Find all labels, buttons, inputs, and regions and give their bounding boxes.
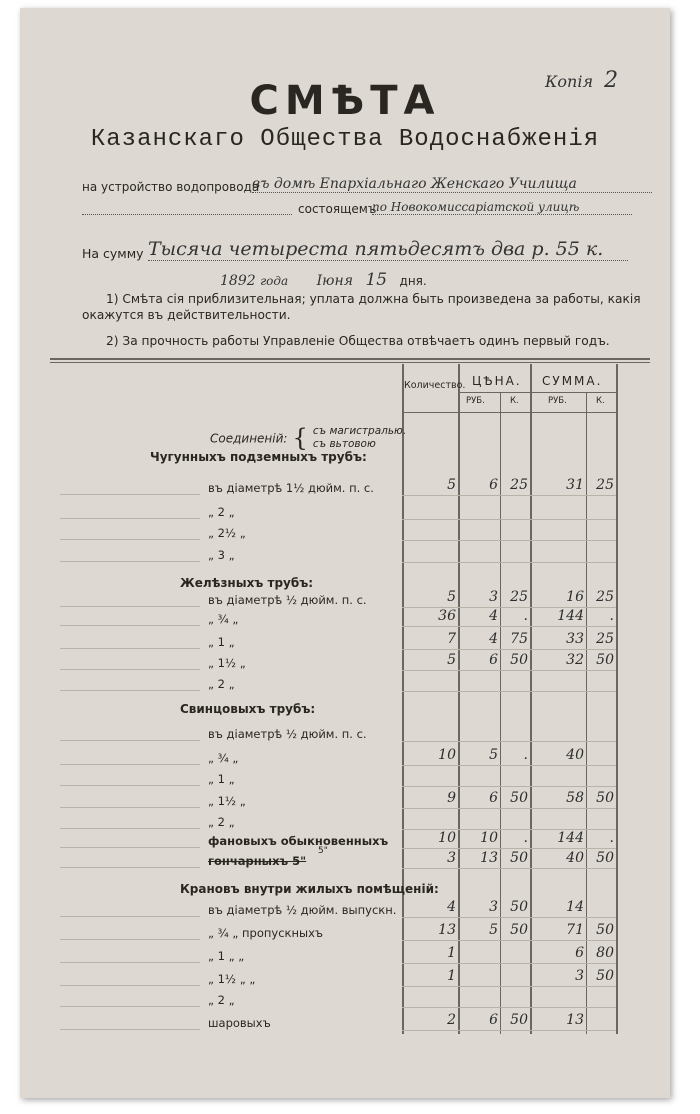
row-label: „ 2½ „ [208,526,246,540]
day-label: дня. [399,274,427,288]
price-rub-header: РУБ. [466,396,485,406]
located-value: по Новокомиссаріатской улицѣ [372,200,632,215]
row-leader-line [60,648,200,649]
date-month: Іюня [316,273,353,289]
year-label: года [260,274,289,288]
year-prefix: 18 [220,273,238,289]
row-sub-note: 5" [318,846,328,856]
row-leader-line [60,539,200,540]
row-leader-line [60,494,200,495]
cell-price-k: 50 [510,1012,528,1028]
row-rule [402,540,616,541]
row-leader-line [60,518,200,519]
cell-qty: 13 [438,922,456,938]
sum-value: Тысяча четыреста пятьдесятъ два р. 55 к. [148,238,628,261]
row-label: „ 2 „ [208,815,235,829]
col-price-header: ЦѢНА. [472,374,522,388]
row-rule [402,649,616,650]
row-rule [402,786,616,787]
row-leader-line [60,939,200,940]
row-rule [402,808,616,809]
row-label: въ діаметрѣ ½ дюйм. п. с. [208,593,367,607]
cell-sum-k: 50 [596,968,614,984]
row-leader-line [60,764,200,765]
row-label: шаровыхъ [208,1016,271,1030]
conn-main: съ магистралью. [312,425,407,437]
cell-price-k: 50 [510,790,528,806]
cell-sum-k: 80 [596,945,614,961]
row-leader-line [60,985,200,986]
row-leader-line [60,1006,200,1007]
row-label: гончарныхъ 5" [208,854,307,868]
cell-qty: 1 [447,968,456,984]
row-label: „ ¾ „ [208,612,239,626]
cell-sum-r: 144 [557,830,584,846]
date-line [220,270,427,290]
document-title: СМѢТА [249,78,441,124]
cell-qty: 2 [447,1012,456,1028]
cell-price-k: 50 [510,652,528,668]
cell-sum-r: 31 [566,477,584,493]
col-sum-header: СУММА. [542,374,603,388]
cell-sum-r: 40 [566,747,584,763]
row-label: „ 2 „ [208,677,235,691]
cell-price-k: 25 [510,477,528,493]
row-label: „ 1 „ [208,772,235,786]
note-1b: окажутся въ действительности. [82,308,291,322]
row-label: „ ¾ „ пропускныхъ [208,926,324,940]
row-leader-line [60,740,200,741]
cell-price-r: 5 [489,747,498,763]
row-rule [402,691,616,692]
row-leader-line [60,690,200,691]
cell-price-k: 75 [510,631,528,647]
cell-price-r: 5 [489,922,498,938]
row-leader-line [60,847,200,848]
cell-qty: 5 [447,652,456,668]
price-k-header: К. [510,396,519,406]
row-rule [402,848,616,849]
document-subtitle: Казанскаго Общества Водоснабженія [90,126,600,153]
cell-qty: 4 [447,899,456,915]
cell-sum-r: 6 [575,945,584,961]
row-label: „ 2 „ [208,505,235,519]
cell-qty: 9 [447,790,456,806]
purpose-label: на устройство водопровода [82,180,260,194]
cell-price-r: 6 [489,652,498,668]
table-top-rule-2 [50,362,650,363]
row-leader-line [60,962,200,963]
row-leader-line [60,785,200,786]
cell-price-r: 6 [489,477,498,493]
cell-qty: 10 [438,830,456,846]
cell-sum-r: 13 [566,1012,584,1028]
corner-note-text: Копія [545,72,594,91]
cell-qty: 5 [447,589,456,605]
cell-price-k: 25 [510,589,528,605]
cell-price-k: 50 [510,899,528,915]
connections-brace: { [292,424,308,452]
row-leader-line [60,807,200,808]
row-rule [402,495,616,496]
section-label: Крановъ внутри жилыхъ помѣщеній: [180,882,439,896]
cell-qty: 3 [447,850,456,866]
row-label: „ 1 „ [208,635,235,649]
col-qty-header: Количество. [404,380,466,391]
corner-note-number: 2 [604,68,619,93]
row-rule [402,1030,616,1031]
row-leader-line [60,669,200,670]
row-label: „ 2 „ [208,993,235,1007]
row-rule [402,986,616,987]
row-rule [402,868,616,869]
cell-qty: 5 [447,477,456,493]
row-leader-line [60,606,200,607]
cell-sum-k: 50 [596,922,614,938]
section-label: Желѣзныхъ трубъ: [180,576,314,590]
cell-sum-r: 33 [566,631,584,647]
row-rule [402,963,616,964]
row-label: въ діаметрѣ ½ дюйм. выпускн. [208,903,397,917]
cell-sum-r: 58 [566,790,584,806]
cell-sum-k: 50 [596,652,614,668]
row-leader-line [60,625,200,626]
connections-row [210,424,406,452]
row-rule [402,741,616,742]
located-label: состоящемъ [298,202,377,216]
row-leader-line [60,828,200,829]
cell-price-r: 3 [489,899,498,915]
row-label: фановыхъ обыкновенныхъ [208,834,389,848]
cell-price-k: . [523,747,528,763]
row-rule [402,917,616,918]
purpose-value: въ домѣ Епархіальнаго Женскаго Училища [252,176,652,193]
cell-price-r: 10 [480,830,498,846]
cell-sum-r: 144 [557,608,584,624]
row-leader-line [60,867,200,868]
document-sheet [20,8,670,1098]
section-label: Чугунныхъ подземныхъ трубъ: [150,450,367,464]
row-label: въ діаметрѣ ½ дюйм. п. с. [208,727,367,741]
cell-price-r: 6 [489,790,498,806]
row-rule [402,670,616,671]
table-top-rule [50,358,650,360]
cell-sum-r: 14 [566,899,584,915]
row-rule [402,562,616,563]
cell-sum-k: 50 [596,790,614,806]
cell-price-r: 13 [480,850,498,866]
row-label: „ 1½ „ [208,794,246,808]
row-label: „ 3 „ [208,548,235,562]
cell-price-k: 50 [510,850,528,866]
cell-sum-r: 71 [566,922,584,938]
row-label: въ діаметрѣ 1½ дюйм. п. с. [208,481,374,495]
sum-label: На сумму [82,246,144,261]
section-label: Свинцовыхъ трубъ: [180,702,316,716]
sum-rub-header: РУБ. [548,396,567,406]
cell-sum-k: 25 [596,589,614,605]
col-divider-sum-k [586,392,587,1034]
cell-qty: 7 [447,631,456,647]
connections-label: Соединеній: [210,431,288,446]
cell-sum-k: 50 [596,850,614,866]
row-label: „ 1½ „ „ [208,972,256,986]
cell-sum-r: 32 [566,652,584,668]
row-rule [402,1007,616,1008]
col-divider-end [616,364,618,1034]
cell-sum-r: 3 [575,968,584,984]
row-rule [402,765,616,766]
header-bottom-rule [402,412,616,413]
cell-price-k: . [523,830,528,846]
row-rule [402,519,616,520]
cell-sum-r: 40 [566,850,584,866]
cell-sum-k: 25 [596,631,614,647]
cell-qty: 36 [438,608,456,624]
cell-sum-k: 25 [596,477,614,493]
cell-price-k: 50 [510,922,528,938]
note-1a: 1) Смѣта сія приблизительная; уплата должна быть произведена за работы, какія [106,292,641,306]
cell-qty: 1 [447,945,456,961]
purpose-line-blank [82,202,292,215]
cell-price-k: . [523,608,528,624]
note-2: 2) За прочность работы Управленіе Общества отвѣчаетъ одинъ первый годъ. [106,334,610,348]
cell-qty: 10 [438,747,456,763]
date-day: 15 [365,270,388,290]
row-label: „ 1½ „ [208,656,246,670]
row-leader-line [60,561,200,562]
conn-input: съ вьтовою [312,438,376,450]
cell-price-r: 4 [489,631,498,647]
row-label: „ ¾ „ [208,751,239,765]
year-hand: 92 [237,273,256,289]
row-leader-line [60,1029,200,1030]
row-rule [402,626,616,627]
row-leader-line [60,916,200,917]
header-split-rule [458,392,616,393]
cell-price-r: 4 [489,608,498,624]
sum-k-header: К. [596,396,605,406]
cell-sum-r: 16 [566,589,584,605]
cell-sum-k: . [609,608,614,624]
cell-price-r: 3 [489,589,498,605]
cell-sum-k: . [609,830,614,846]
cell-price-r: 6 [489,1012,498,1028]
row-rule [402,940,616,941]
row-label: „ 1 „ „ [208,949,245,963]
col-divider-price-k [500,392,501,1034]
